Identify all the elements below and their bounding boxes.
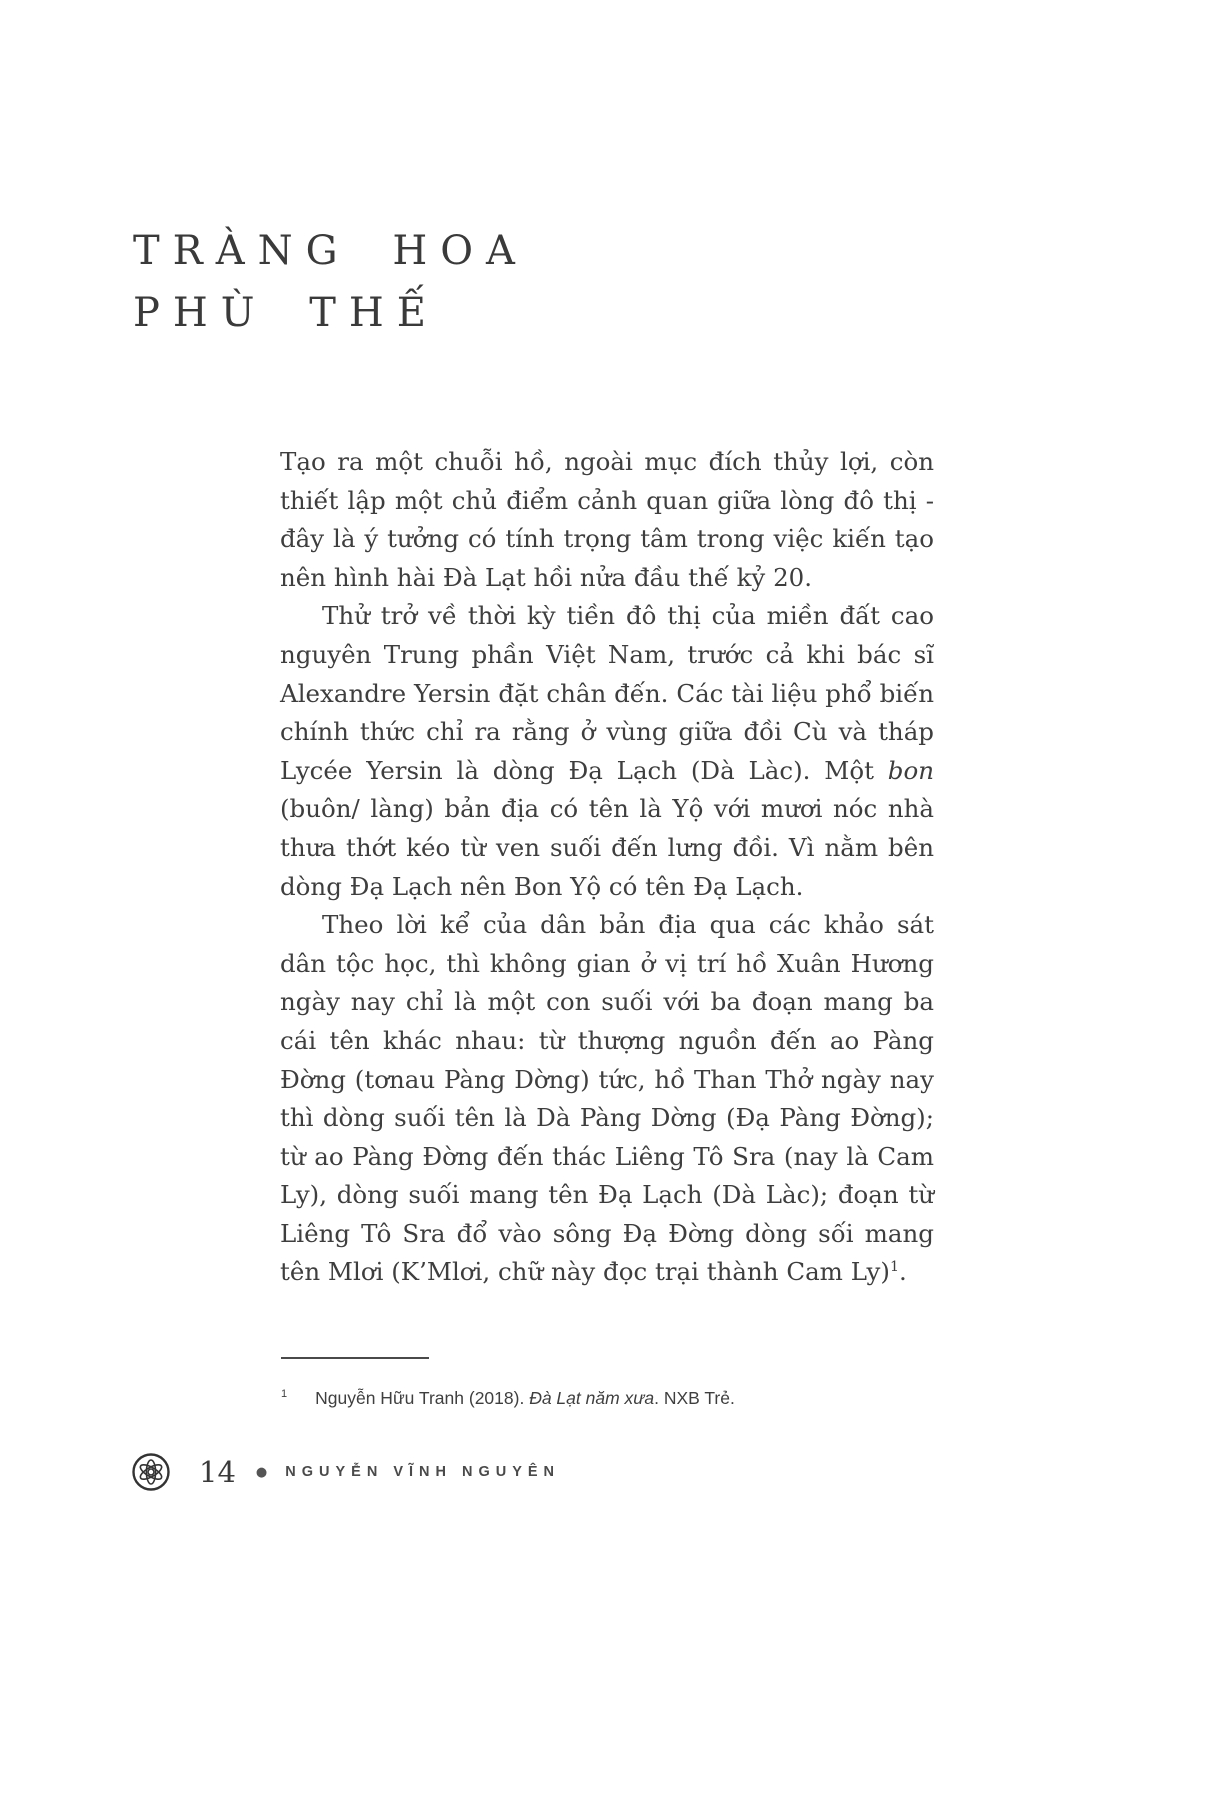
text-run: Tạo ra một chuỗi hồ, ngoài mục đích thủy lợi, còn thiết lập một chủ điểm cảnh quan giữa lòng đô thị - đây là ý tưởng có tính trọng tâm trong việc kiến tạo nên hình hài Đà Lạt hồi nửa đầu thế kỷ 20. [280, 447, 934, 592]
footer-author: NGUYỄN VĨNH NGUYÊN [285, 1464, 561, 1480]
footer-bullet: ● [255, 1464, 268, 1480]
text-run: (buôn/ làng) bản địa có tên là Yộ với mươi nóc nhà thưa thớt kéo từ ven suối đến lưng đồi. Vì nằm bên dòng Đạ Lạch nên Bon Yộ có tên Đạ Lạch. [280, 794, 934, 901]
footnote-divider [281, 1357, 429, 1359]
text-run: Nguyễn Hữu Tranh (2018). [315, 1388, 530, 1408]
body-text [280, 443, 934, 1292]
text-run: . [899, 1257, 907, 1287]
paragraph [280, 443, 934, 597]
chapter-title-line2: PHÙ THẾ [133, 290, 439, 336]
paragraph [280, 597, 934, 906]
italic-text-run: bon [887, 755, 934, 785]
text-run: . NXB Trẻ. [654, 1388, 735, 1408]
chapter-title [133, 220, 528, 344]
text-run: Thử trở về thời kỳ tiền đô thị của miền đất cao nguyên Trung phần Việt Nam, trước cả khi bác sĩ Alexandre Yersin đặt chân đến. Các tài liệu phổ biến chính thức chỉ ra rằng ở vùng giữa đồi Cù và tháp Lycée Yersin là dòng Đạ Lạch (Dà Làc). Một [280, 601, 934, 785]
page-footer [131, 1448, 560, 1496]
footnote [281, 1386, 935, 1410]
text-run: Theo lời kể của dân bản địa qua các khảo sát dân tộc học, thì không gian ở vị trí hồ Xuân Hương ngày nay chỉ là một con suối với ba đoạn mang ba cái tên khác nhau: từ thượng nguồn đến ao Pàng Đờng (tơnau Pàng Dờng) tức, hồ Than Thở ngày nay thì dòng suối tên là Dà Pàng Dờng (Đạ Pàng Đờng); từ ao Pàng Đờng đến thác Liêng Tô Sra (nay là Cam Ly), dòng suối mang tên Đạ Lạch (Dà Làc); đoạn từ Liêng Tô Sra đổ vào sông Đạ Đờng dòng sối mang tên Mlơi (K’Mlơi, chữ này đọc trại thành Cam Ly) [280, 910, 934, 1287]
chapter-title-line1: TRÀNG HOA [133, 228, 528, 274]
paragraph [280, 906, 934, 1292]
italic-text-run: Đà Lạt năm xưa [529, 1388, 655, 1408]
footnote-ref: 1 [889, 1259, 899, 1276]
footnote-ref: 1 [281, 1388, 288, 1401]
page-number: 14 [199, 1455, 236, 1489]
publisher-logo-icon [131, 1452, 171, 1492]
